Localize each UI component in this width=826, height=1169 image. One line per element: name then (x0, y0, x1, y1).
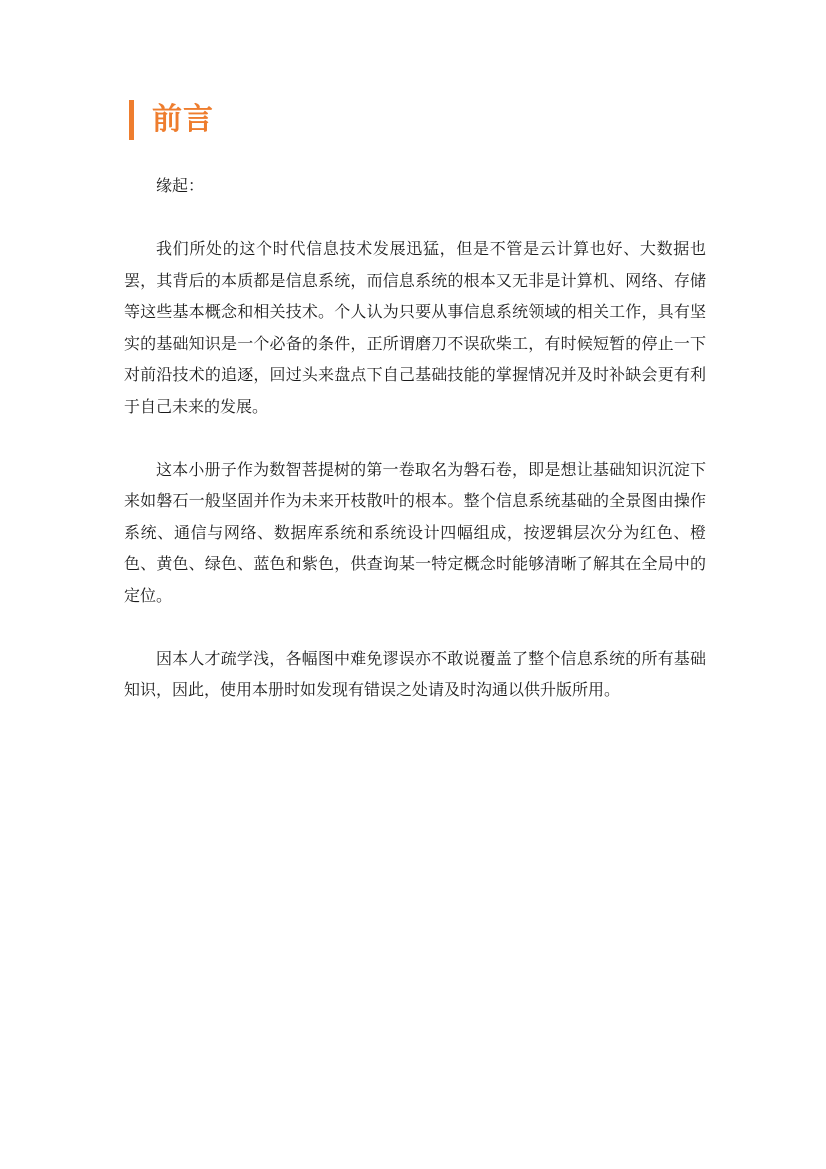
paragraph-3: 因本人才疏学浅，各幅图中难免谬误亦不敢说覆盖了整个信息系统的所有基础知识，因此，使用本册时如发现有错误之处请及时沟通以供升版所用。 (124, 648, 706, 699)
section-heading (129, 100, 214, 140)
document-body (124, 170, 706, 737)
paragraph-1: 我们所处的这个时代信息技术发展迅猛，但是不管是云计算也好、大数据也罢，其背后的本质都是信息系统，而信息系统的根本又无非是计算机、网络、存储等这些基本概念和相关技术。个人认为只要从事信息系统领域的相关工作，具有坚实的基础知识是一个必备的条件，正所谓磨刀不误砍柴工，有时候短暂的停止一下对前沿技术的追逐，回过头来盘点下自己基础技能的掌握情况并及时补缺会更有利于自己未来的发展。 (124, 239, 706, 416)
intro-label: 缘起： (156, 176, 205, 195)
page-title: 前言 (152, 102, 214, 137)
heading-accent-bar (129, 100, 134, 140)
paragraph-2: 这本小册子作为数智菩提树的第一卷取名为磐石卷，即是想让基础知识沉淀下来如磐石一般坚固并作为未来开枝散叶的根本。整个信息系统基础的全景图由操作系统、通信与网络、数据库系统和系统设计四幅组成，按逻辑层次分为红色、橙色、黄色、绿色、蓝色和紫色，供查询某一特定概念时能够清晰了解其在全局中的定位。 (124, 459, 706, 605)
